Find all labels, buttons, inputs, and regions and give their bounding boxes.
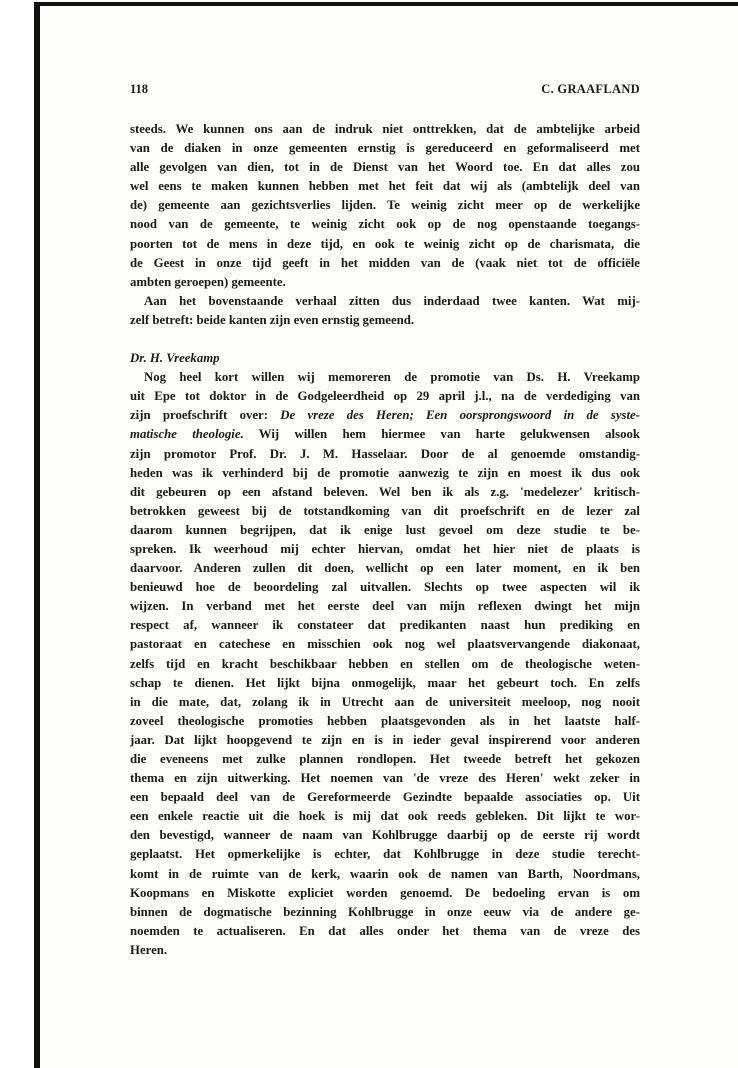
text-line: geplaatst. Het opmerkelijke is echter, dat Kohlbrugge in deze studie terecht-: [130, 847, 640, 862]
text-line: zelfs tijd en kracht beschikbaar hebben en stellen om de theologische weten-: [130, 656, 640, 671]
text-line: Aan het bovenstaande verhaal zitten dus inderdaad twee kanten. Wat mij-: [144, 293, 640, 308]
body-text: [130, 120, 640, 960]
text-line: den bevestigd, wanneer de naam van Kohlbrugge daarbij op de eerste rij wordt: [130, 828, 640, 843]
text-line: [130, 406, 640, 425]
text-line: noemden te actualiseren. En dat alles onder het thema van de vreze des: [130, 923, 640, 938]
text-line: Heren.: [130, 942, 168, 957]
text-line: benieuwd hoe de beoordeling zal uitvallen. Slechts op twee aspecten wil ik: [130, 580, 640, 595]
text-line: wijzen. In verband met het eerste deel van mijn reflexen dwingt het mijn: [130, 599, 640, 614]
text-line: thema en zijn uitwerking. Het noemen van 'de vreze des Heren' wekt zeker in: [130, 771, 640, 786]
text-line: schap te dienen. Het lijkt bijna onmogelijk, maar het gebeurt toch. En zelfs: [130, 675, 640, 690]
text-line: nood van de gemeente, te weinig zicht ook op de nog openstaande toegangs-: [130, 217, 640, 232]
text-line: zijn promotor Prof. Dr. J. M. Hasselaar. Door de al genoemde omstandig-: [130, 446, 640, 461]
text-line: betrokken geweest bij de totstandkoming van dit proefschrift en de lezer zal: [130, 503, 640, 518]
section-heading: Dr. H. Vreekamp: [130, 351, 220, 366]
text-line: daarvoor. Anderen zullen dit doen, wellicht op een later moment, en ik ben: [130, 561, 640, 576]
text-line: respect af, wanneer ik constateer dat predikanten naast hun prediking en: [130, 618, 640, 633]
text-line: binnen de dogmatische bezinning Kohlbrugge in onze eeuw via de andere ge-: [130, 904, 640, 919]
text-line: de Geest in onze tijd geeft in het midden van de (vaak niet tot de officiële: [130, 255, 640, 270]
text-line: steeds. We kunnen ons aan de indruk niet onttrekken, dat de ambtelijke arbeid: [130, 122, 640, 136]
text-line: wel eens te maken kunnen hebben met het feit dat wij als (ambtelijk deel van: [130, 179, 640, 194]
text-span: zijn proefschrift over:: [130, 408, 281, 423]
text-line: in die mate, dat, zolang ik in Utrecht aan de universiteit meeloop, nog nooit: [130, 694, 640, 709]
text-line: dit gebeuren op een afstand beleven. Wel ben ik als z.g. 'medelezer' kritisch-: [130, 484, 640, 499]
page-number: 118: [130, 82, 149, 96]
text-line: een bepaald deel van de Gereformeerde Gezindte bepaalde associaties op. Uit: [130, 790, 640, 805]
text-line: ambten geroepen) gemeente.: [130, 274, 286, 289]
text-line: die eveneens met zulke plannen rondlopen. Het tweede betreft het gekozen: [130, 752, 640, 766]
text-line: Nog heel kort willen wij memoreren de promotie van Ds. H. Vreekamp: [144, 370, 640, 385]
dissertation-title-continued: matische theologie.: [130, 427, 244, 442]
text-line: zelf betreft: beide kanten zijn even ernstig gemeend.: [130, 312, 415, 327]
text-line: daarom kunnen begrijpen, dat ik enige lust gevoel om deze studie te be-: [130, 522, 640, 537]
text-line: uit Epe tot doktor in de Godgeleerdheid op 29 april j.l., na de verdediging van: [130, 389, 640, 404]
text-line: de) gemeente aan gezichtsverlies lijden. Te weinig zicht meer op de werkelijke: [130, 198, 640, 213]
text-line: een enkele reactie uit die hoek is mij dat ook reeds gebleken. Dit lijkt te wor-: [130, 809, 640, 824]
text-line: Koopmans en Miskotte expliciet worden genoemd. De bedoeling ervan is om: [130, 885, 640, 900]
running-head-author: C. GRAAFLAND: [541, 82, 640, 96]
text-line: poorten tot de mens in deze tijd, en ook te weinig zicht op de charismata, die: [130, 236, 640, 251]
text-line: van de diaken in onze gemeenten ernstig is gereduceerd en geformaliseerd met: [130, 141, 640, 156]
text-line: heden was ik verhinderd bij de promotie aanwezig te zijn en moest ik dus ook: [130, 465, 640, 480]
text-line: zoveel theologische promoties hebben plaatsgevonden als in het laatste half-: [130, 713, 640, 728]
text-line: jaar. Dat lijkt hoopgevend te zijn en is in ieder geval inspirerend voor anderen: [130, 732, 640, 747]
text-line: [130, 425, 640, 444]
dissertation-title: De vreze des Heren; Een oorsprongswoord in de syste-: [280, 408, 640, 423]
text-line: pastoraat en catechese en misschien ook nog wel plaatsvervangende diakonaat,: [130, 637, 640, 652]
text-span: Wij willen hem hiermee van harte gelukwensen alsook: [243, 427, 640, 442]
text-line: alle gevolgen van dien, tot in de Dienst van het Woord toe. En dat alles zou: [130, 160, 640, 175]
text-line: komt in de ruimte van de kerk, waarin ook de namen van Barth, Noordmans,: [130, 866, 640, 881]
text-line: spreken. Ik weerhoud mij echter hiervan, omdat het hier niet de plaats is: [130, 541, 640, 556]
